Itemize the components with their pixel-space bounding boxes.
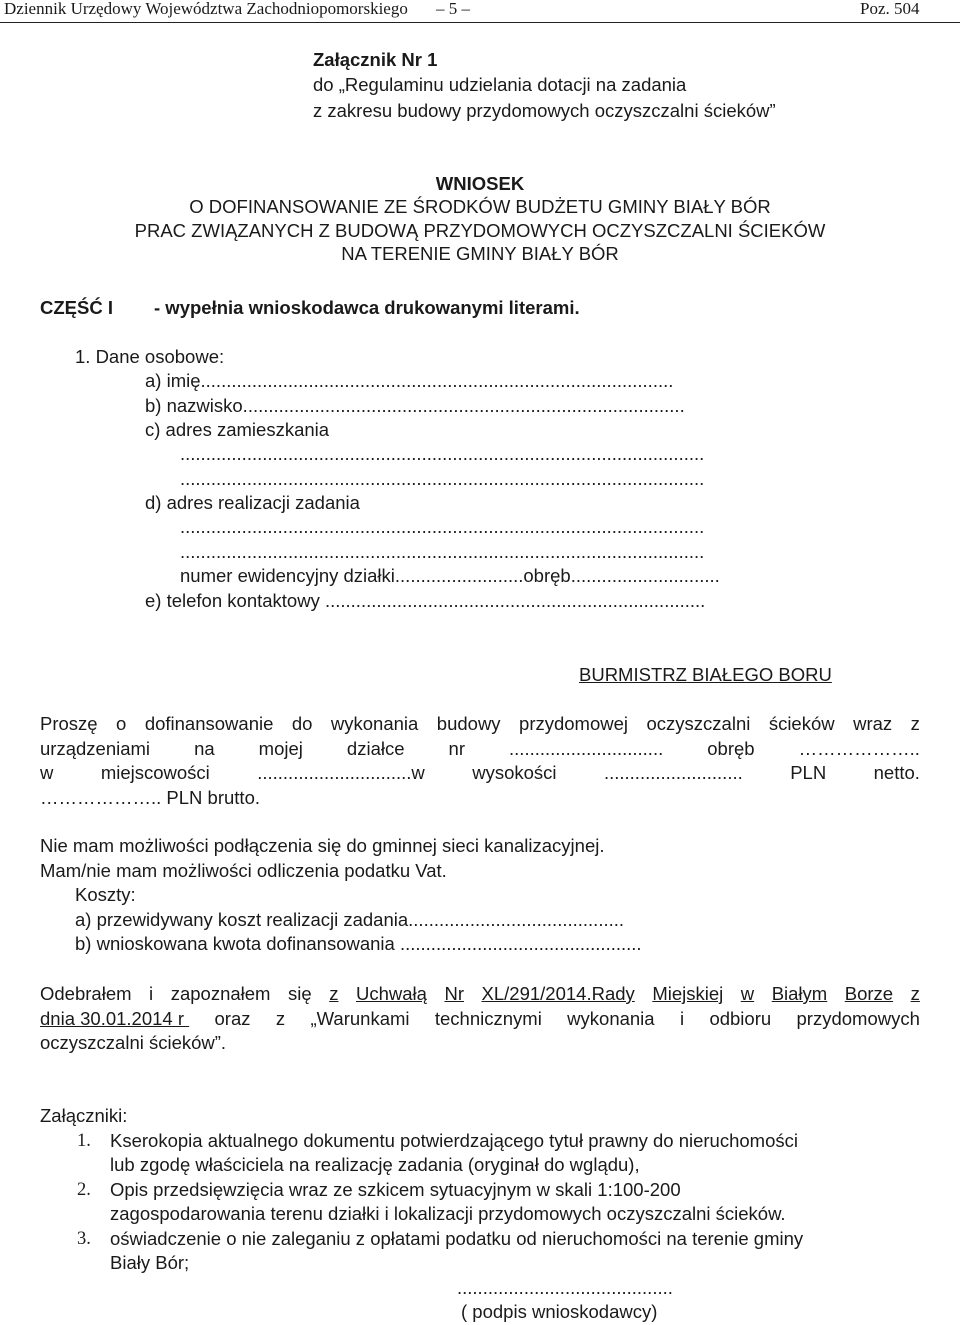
part-instruction: - wypełnia wnioskodawca drukowanymi literami.	[154, 297, 580, 318]
ack-line-2: dnia 30.01.2014 r oraz z „Warunkami technicznymi wykonania i odbioru przydomowych	[40, 1008, 920, 1029]
ack-line-3: oczyszczalni ścieków”.	[40, 1032, 227, 1053]
header-rule	[0, 22, 960, 23]
field-project-address-label: d) adres realizacji zadania	[145, 492, 360, 513]
field-phone: e) telefon kontaktowy ..........................................................................	[145, 590, 706, 611]
annex-line-2: do „Regulaminu udzielania dotacji na zadania	[313, 74, 687, 95]
field-parcel-number: numer ewidencyjny działki.........................obręb.............................	[180, 565, 720, 586]
costs-heading: Koszty:	[75, 884, 136, 905]
field-project-address-line-2: ......................................................................................................	[180, 541, 705, 562]
application-heading	[0, 174, 960, 264]
request-line-3: w miejscowości ..............................w wysokości ........................... PLN netto.	[40, 762, 920, 783]
cost-requested: b) wnioskowana kwota dofinansowania ...............................................	[75, 933, 642, 954]
statement-vat: Mam/nie mam możliwości odliczenia podatku Vat.	[40, 860, 447, 881]
attachment-2-number: 2.	[77, 1180, 91, 1200]
attachment-3-line-2: Biały Bór;	[110, 1252, 190, 1273]
annex-line-3: z zakresu budowy przydomowych oczyszczalni ścieków”	[313, 100, 776, 121]
attachment-1-line-1: Kserokopia aktualnego dokumentu potwierdzającego tytuł prawny do nieruchomości	[110, 1130, 798, 1151]
attachments-heading: Załączniki:	[40, 1105, 128, 1126]
application-title: WNIOSEK	[435, 173, 525, 194]
page-number: – 5 –	[436, 0, 470, 18]
cost-estimate: a) przewidywany koszt realizacji zadania..........................................	[75, 909, 625, 930]
attachment-3-line-1: oświadczenie o nie zaleganiu z opłatami podatku od nieruchomości na terenie gminy	[110, 1228, 804, 1249]
request-line-2: urządzeniami na mojej działce nr .............................. obręb ………………..	[40, 738, 920, 759]
request-line-1: Proszę o dofinansowanie do wykonania budowy przydomowej oczyszczalni ścieków wraz z	[40, 713, 920, 734]
part-label: CZĘŚĆ I	[40, 297, 113, 318]
annex-title: Załącznik Nr 1	[313, 49, 438, 70]
attachment-3-number: 3.	[77, 1229, 91, 1249]
application-line-2: PRAC ZWIĄZANYCH Z BUDOWĄ PRZYDOMOWYCH OCZYSZCZALNI ŚCIEKÓW	[134, 219, 826, 241]
ack-line-1: Odebrałem i zapoznałem się z Uchwałą Nr XL/291/2014.Rady Miejskiej w Białym Borze z	[40, 983, 920, 1004]
position-number: Poz. 504	[860, 0, 920, 18]
application-line-1: O DOFINANSOWANIE ZE ŚRODKÓW BUDŻETU GMINY BIAŁY BÓR	[189, 196, 771, 218]
attachment-1-line-2: lub zgodę właściciela na realizację zadania (oryginał do wglądu),	[110, 1154, 640, 1175]
request-line-4: ……………….. PLN brutto.	[40, 787, 260, 808]
field-residence-address-line-2: ......................................................................................................	[180, 468, 705, 489]
field-residence-address-label: c) adres zamieszkania	[145, 419, 330, 440]
attachment-2-line-2: zagospodarowania terenu działki i lokalizacji przydomowych oczyszczalni ścieków.	[110, 1203, 786, 1224]
application-line-3: NA TERENIE GMINY BIAŁY BÓR	[341, 243, 619, 265]
personal-data-heading: 1. Dane osobowe:	[75, 346, 225, 367]
field-project-address-line-1: ......................................................................................................	[180, 516, 705, 537]
attachment-2-line-1: Opis przedsięwzięcia wraz ze szkicem sytuacyjnym w skali 1:100-200	[110, 1179, 681, 1200]
field-first-name: a) imię............................................................................................	[145, 370, 674, 391]
signature-label: ( podpis wnioskodawcy)	[461, 1301, 658, 1322]
field-last-name: b) nazwisko......................................................................................	[145, 395, 685, 416]
statement-sewer: Nie mam możliwości podłączenia się do gminnej sieci kanalizacyjnej.	[40, 835, 605, 856]
field-residence-address-line-1: ......................................................................................................	[180, 443, 705, 464]
signature-line: ..........................................	[457, 1277, 673, 1298]
attachment-1-number: 1.	[77, 1131, 91, 1151]
journal-title: Dziennik Urzędowy Województwa Zachodniopomorskiego	[4, 0, 408, 18]
addressee: BURMISTRZ BIAŁEGO BORU	[579, 664, 832, 685]
